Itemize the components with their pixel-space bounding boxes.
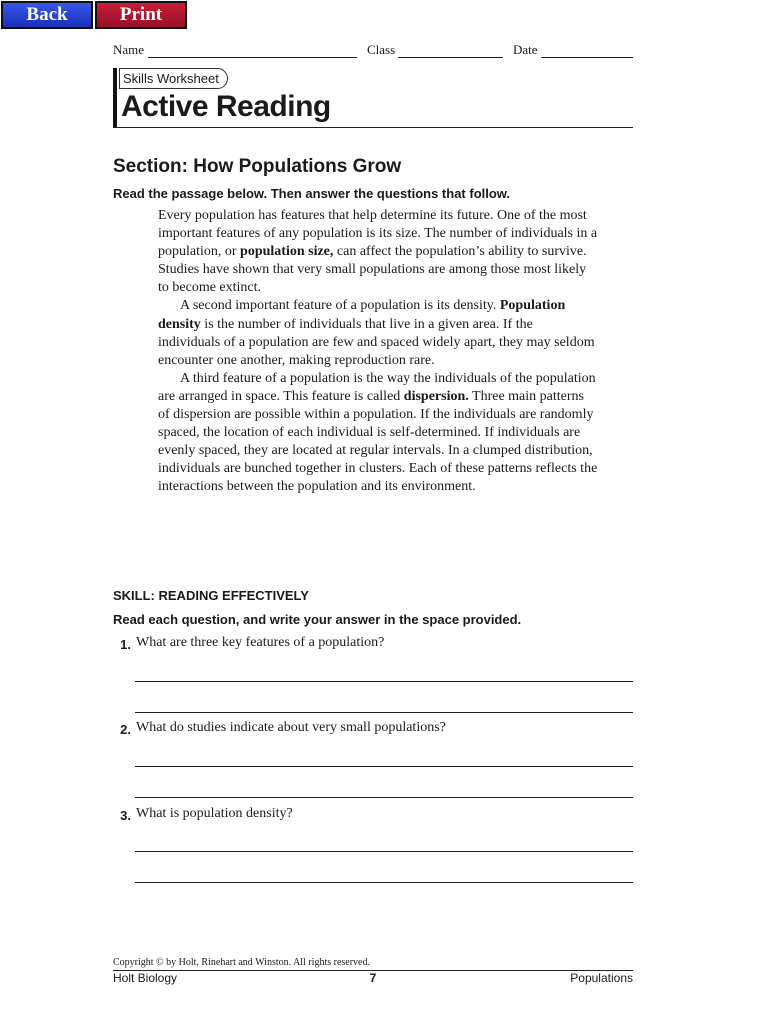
- question-number: 2.: [120, 722, 131, 737]
- back-button[interactable]: Back: [1, 1, 93, 29]
- title-accent-bar: [113, 68, 117, 128]
- passage-paragraph-1: Every population has features that help determine its future. One of the most important features of any population is its size. The number of individuals in a population, or population size, can affect the population’s ability to survive. Studies have shown that very small populations are among those most likely to become extinct.: [158, 208, 598, 296]
- class-field[interactable]: [398, 57, 503, 58]
- skill-heading: SKILL: READING EFFECTIVELY: [113, 588, 309, 603]
- name-label: Name: [113, 42, 145, 57]
- page-title: Active Reading: [121, 90, 331, 123]
- answer-line[interactable]: [135, 797, 633, 798]
- question-instruction: Read each question, and write your answer in the space provided.: [113, 612, 522, 627]
- answer-line[interactable]: [135, 851, 633, 852]
- date-field[interactable]: [541, 57, 633, 58]
- name-field[interactable]: [148, 57, 357, 58]
- worksheet-tag: Skills Worksheet: [119, 68, 228, 89]
- answer-line[interactable]: [135, 766, 633, 767]
- question-number: 3.: [120, 808, 131, 823]
- footer-chapter: Populations: [570, 971, 633, 985]
- term-dispersion: dispersion.: [403, 388, 469, 404]
- term-population-density: Population density: [158, 298, 566, 332]
- section-title: Section: How Populations Grow: [113, 156, 402, 177]
- passage-paragraph-3: A third feature of a population is the way the individuals of the population are arranged in space. This feature is called dispersion. Three main patterns of dispersion are possible within a population. If the individuals are randomly spaced, the location of each individual is self-determined. If individuals are evenly spaced, they are located at regular intervals. In a clumped distribution, individuals are bunched together in clusters. Each of these patterns reflects the interactions between the population and its environment.: [158, 370, 598, 495]
- question-number: 1.: [120, 637, 131, 652]
- copyright-notice: Copyright © by Holt, Rinehart and Winston. All rights reserved.: [113, 957, 370, 968]
- date-label: Date: [513, 42, 538, 57]
- answer-line[interactable]: [135, 882, 633, 883]
- question-text: What do studies indicate about very small populations?: [136, 720, 446, 735]
- class-label: Class: [367, 42, 396, 57]
- question-text: What are three key features of a population?: [136, 635, 385, 650]
- answer-line[interactable]: [135, 681, 633, 682]
- answer-line[interactable]: [135, 712, 633, 713]
- footer-book-title: Holt Biology: [113, 971, 178, 985]
- term-population-size: population size,: [240, 244, 334, 260]
- passage-paragraph-2: A second important feature of a population is its density. Population density is the number of individuals that live in a given area. If the individuals of a population are few and spaced widely apart, they may seldom encounter one another, making reproduction rare.: [158, 298, 595, 368]
- title-divider: [113, 127, 633, 128]
- question-text: What is population density?: [136, 806, 293, 821]
- page-number: 7: [369, 971, 377, 985]
- passage-instruction: Read the passage below. Then answer the questions that follow.: [113, 186, 511, 201]
- print-button[interactable]: Print: [95, 1, 187, 29]
- reading-passage: [158, 207, 598, 497]
